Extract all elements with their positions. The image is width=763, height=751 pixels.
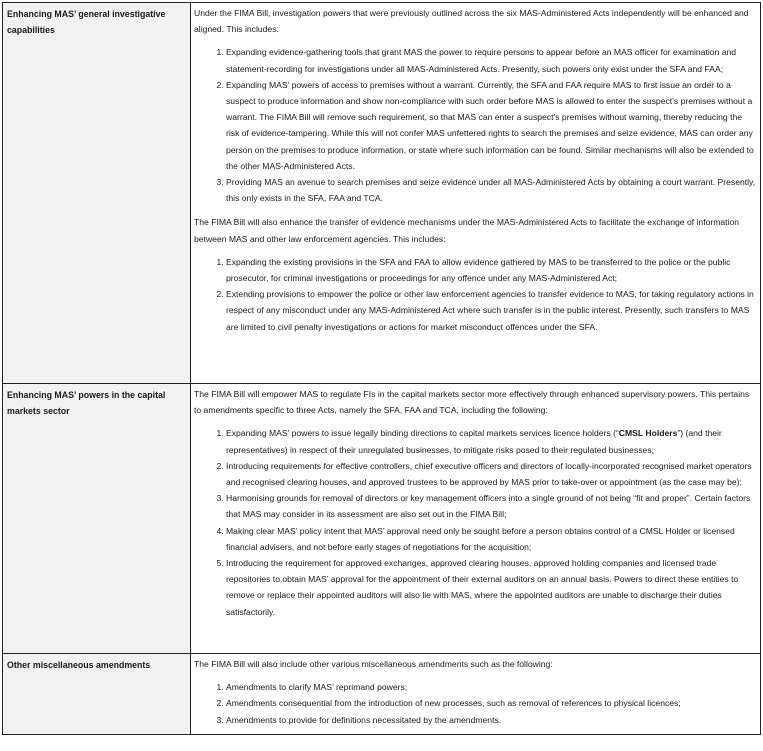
- numbered-list: [194, 679, 756, 728]
- table-row: [3, 654, 761, 735]
- row-content: [191, 3, 761, 384]
- paragraph: The FIMA Bill will also enhance the transfer of evidence mechanisms under the MAS-Administered Acts to facilitate the exchange of information between MAS and other law enforcement agencies. This includes:: [194, 217, 740, 244]
- list-item: [226, 425, 756, 457]
- row-label: Enhancing MAS’ general investigative capabilities: [3, 3, 191, 384]
- paragraph: The FIMA Bill will also include other various miscellaneous amendments such as the following:: [194, 659, 553, 669]
- list-item: 4. Making clear MAS’ policy intent that MAS’ approval need only be sought before a person obtains control of a CMSL Holder or licensed financial advisers, and not before early stages of negotiations for the acquisition;: [226, 523, 756, 555]
- list-item: 3. Harmonising grounds for removal of directors or key management officers into a single ground of not being “fit and proper”. Certain factors that MAS may consider in its assessment are also set out in the FIMA Bill;: [226, 490, 756, 522]
- list-item: 2. Amendments consequential from the introduction of new processes, such as removal of references to physical licences;: [226, 695, 756, 711]
- paragraph: Under the FIMA Bill, investigation powers that were previously outlined across the six MAS-Administered Acts independently will be enhanced and aligned. This includes:: [194, 8, 749, 35]
- list-item: 2. Extending provisions to empower the police or other law enforcement agencies to transfer evidence to MAS, for taking regulatory actions in respect of any misconduct under any MAS-Administered Act where such transfer is in the public interest. Presently, such transfers to MAS are limited to civil penalty investigations or actions for market misconduct offences under the SFA.: [226, 286, 756, 335]
- row-label: Other miscellaneous amendments: [3, 654, 191, 735]
- amendments-table: [2, 2, 761, 735]
- list-item: 3. Amendments to provide for definitions necessitated by the amendments.: [226, 712, 756, 728]
- table-row: [3, 3, 761, 384]
- list-item: 3. Providing MAS an avenue to search premises and seize evidence under all MAS-Administered Acts by obtaining a court warrant. Presently, this only exists in the SFA, FAA and TCA.: [226, 174, 756, 206]
- list-item-text: Expanding MAS’ powers to issue legally binding directions to capital markets services licence holders (“: [226, 428, 619, 439]
- row-content: [191, 654, 761, 735]
- list-item: 5. Introducing the requirement for approved exchanges, approved clearing houses, approved holding companies and licensed trade repositories to obtain MAS’ approval for the appointment of their external auditors on an annual basis. Powers to direct these entities to remove or replace their appointed auditors will also lie with MAS, where the appointed auditors are unable to discharge their duties satisfactorily.: [226, 555, 756, 620]
- table-row: [3, 384, 761, 654]
- numbered-list: [194, 254, 756, 335]
- defined-term: CMSL Holders: [618, 428, 678, 439]
- list-item: 2. Introducing requirements for effective controllers, chief executive officers and directors of locally-incorporated recognised market operators and recognised clearing houses, and approved trustees to be approved by MAS prior to take-over or appointment (as the case may be);: [226, 458, 756, 490]
- numbered-list: [194, 425, 756, 619]
- list-item: 2. Expanding MAS’ powers of access to premises without a warrant. Currently, the SFA and FAA require MAS to first issue an order to a suspect to produce information and show non-compliance with such order before MAS is allowed to enter the suspect’s premises without a warrant. The FIMA Bill will remove such requirement, so that MAS can enter a suspect’s premises without warning, thereby reducing the risk of evidence-tampering. While this will not confer MAS unfettered rights to search the premises and seize evidence, MAS can order any person on the premises to produce information, or state where such information can be found. Similar mechanisms will also be extended to the other MAS-Administered Acts.: [226, 77, 756, 174]
- list-item-text: ”) (and their representatives) in respect of their unregulated businesses, to mitigate risks posed to their regulated businesses;: [226, 428, 722, 455]
- row-content: [191, 384, 761, 654]
- list-item: 1. Amendments to clarify MAS’ reprimand powers;: [226, 679, 756, 695]
- list-item: 1. Expanding the existing provisions in the SFA and FAA to allow evidence gathered by MAS to be transferred to the police or the public prosecutor, for criminal investigations or proceedings for any offence under any MAS-Administered Act;: [226, 254, 756, 286]
- row-label: Enhancing MAS’ powers in the capital markets sector: [3, 384, 191, 654]
- list-item: 1. Expanding evidence-gathering tools that grant MAS the power to require persons to appear before an MAS officer for examination and statement-recording for investigations under all MAS-Administered Acts. Presently, such powers only exist under the SFA and FAA;: [226, 44, 756, 76]
- numbered-list: [194, 44, 756, 206]
- paragraph: The FIMA Bill will empower MAS to regulate FIs in the capital markets sector more effectively through enhanced supervisory powers. This pertains to amendments specific to three Acts, namely the SFA, FAA and TCA, including the following:: [194, 389, 750, 416]
